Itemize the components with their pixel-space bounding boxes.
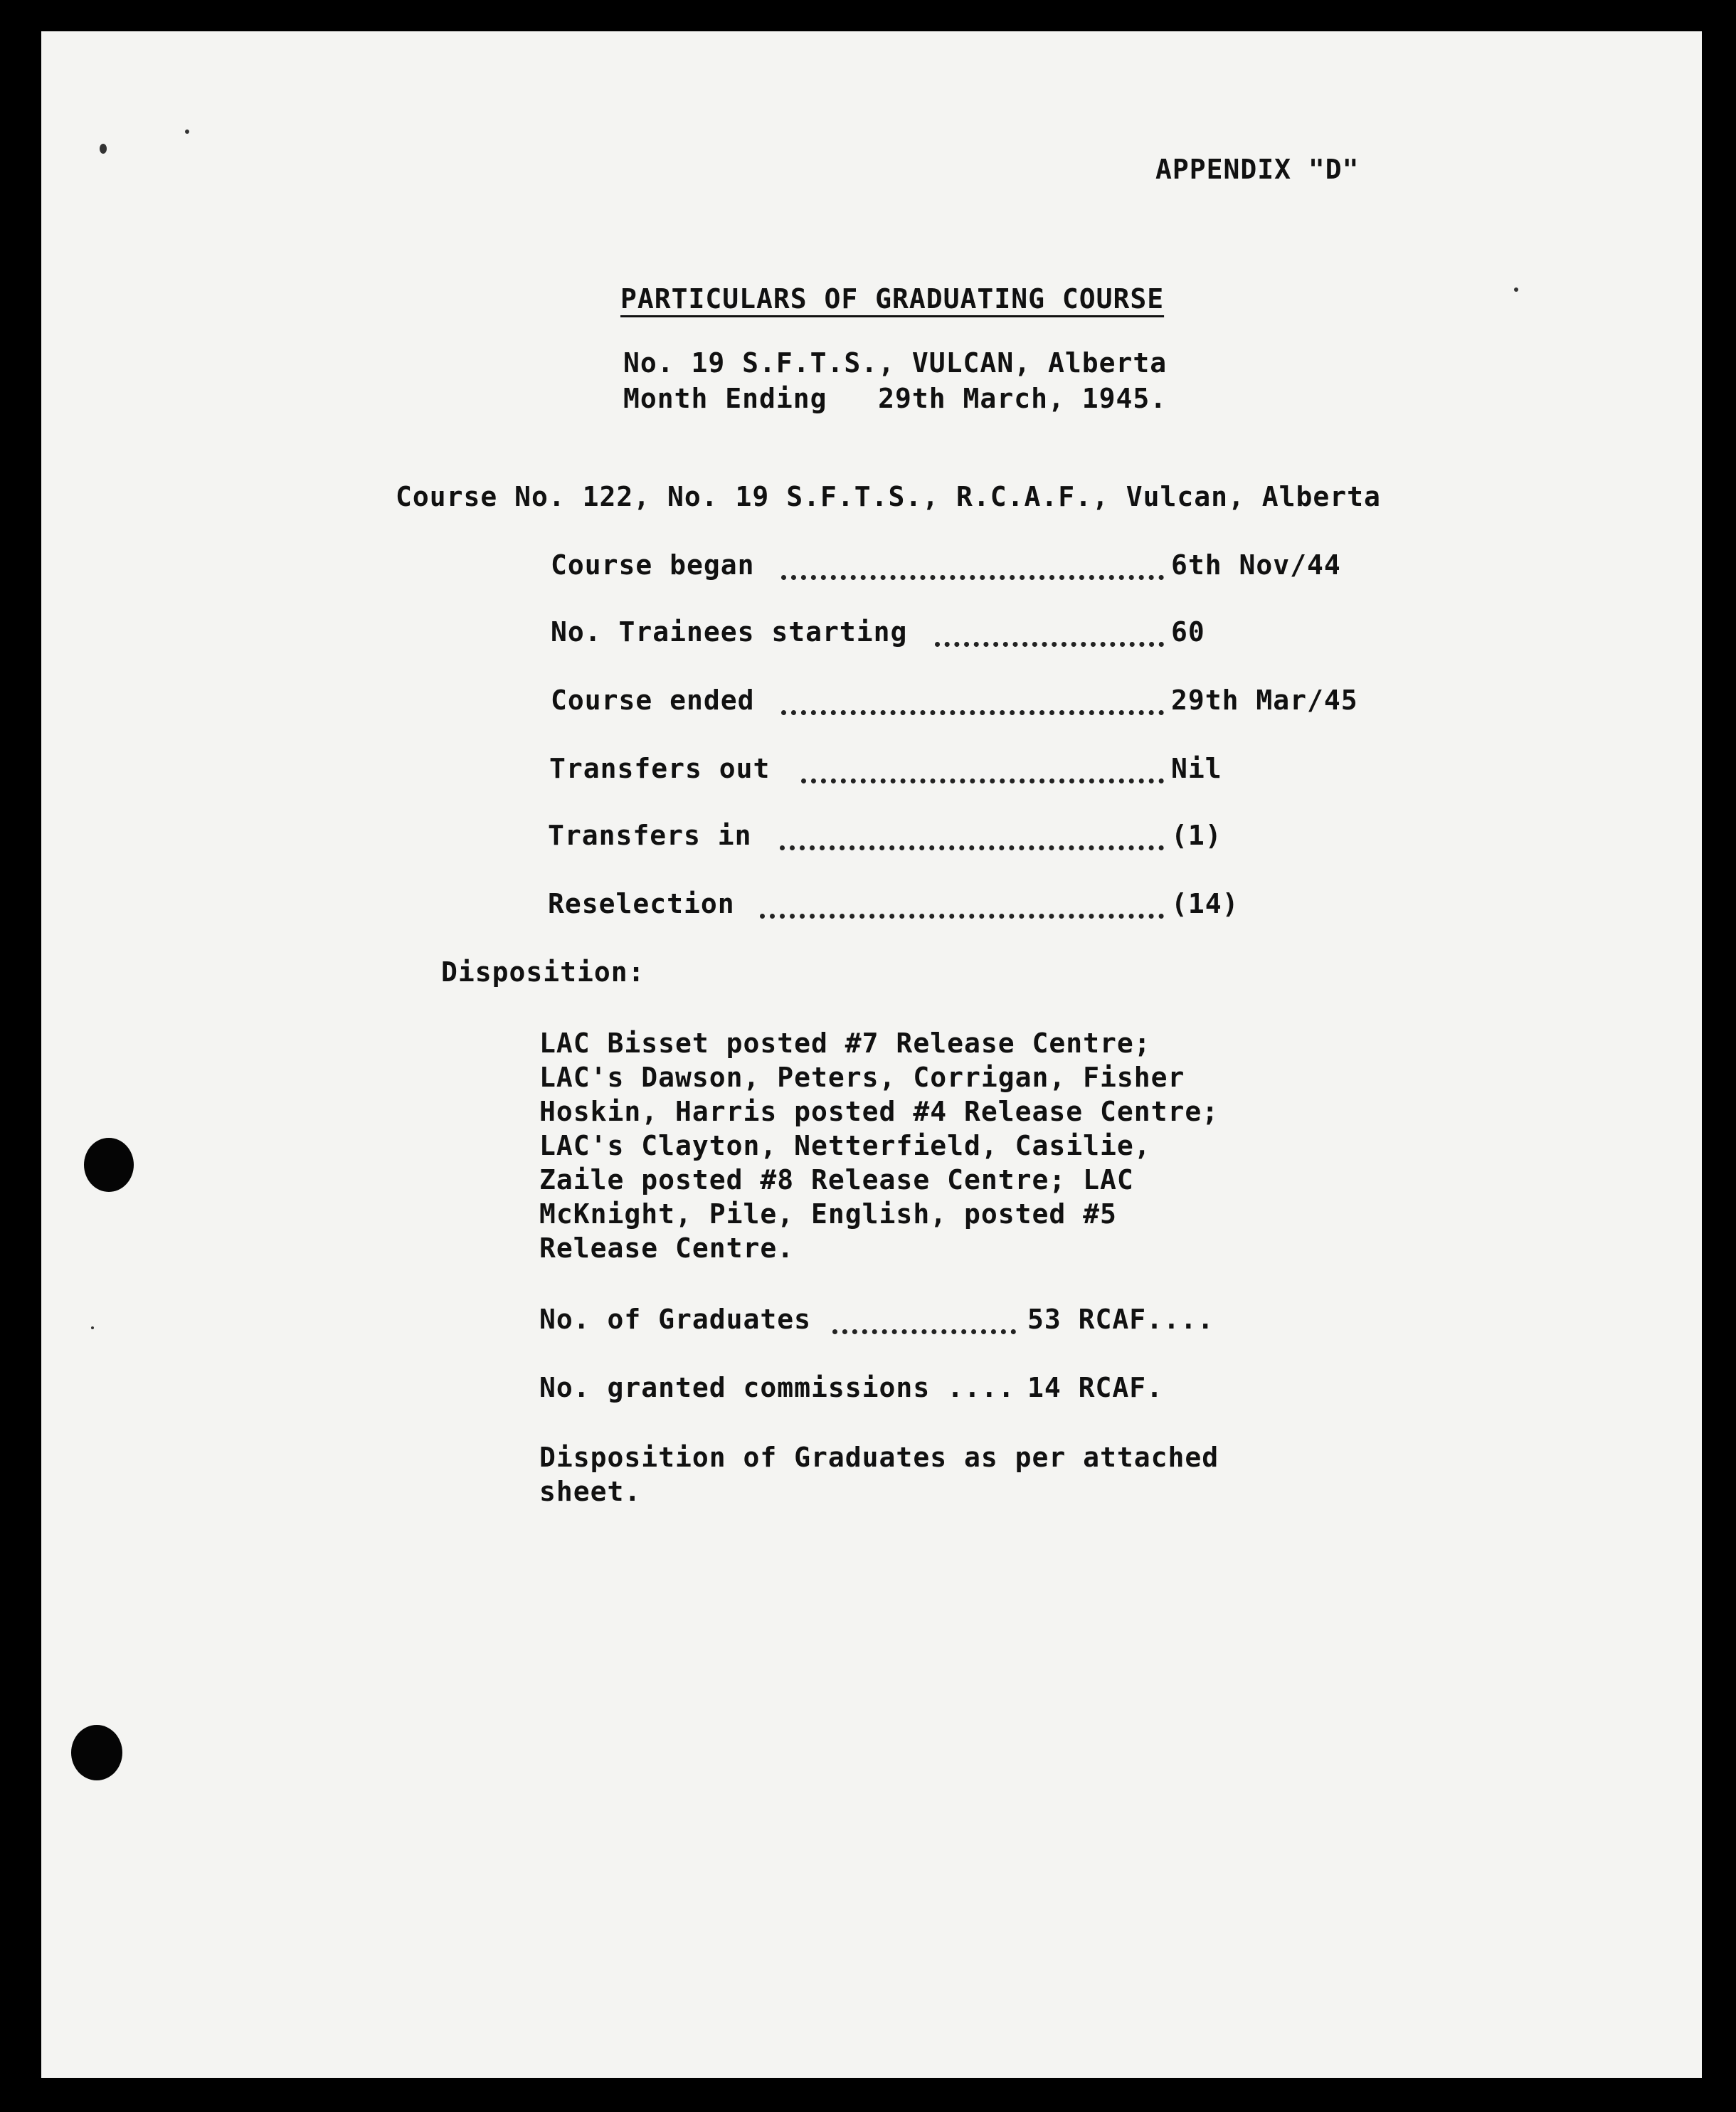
row-label-course-began: Course began — [551, 549, 755, 581]
leader-dots — [935, 642, 1164, 647]
disposition-line: Release Centre. — [539, 1232, 795, 1264]
disposition-line: Hoskin, Harris posted #4 Release Centre; — [539, 1096, 1219, 1127]
leader-dots — [760, 914, 1164, 919]
document-page — [41, 31, 1702, 2078]
ink-speck — [91, 1326, 94, 1329]
closing-line: sheet. — [539, 1476, 642, 1507]
course-line: Course No. 122, No. 19 S.F.T.S., R.C.A.F., Vulcan, Alberta — [396, 481, 1381, 512]
appendix-label: APPENDIX "D" — [1155, 154, 1360, 185]
row-label-reselection: Reselection — [548, 888, 735, 919]
row-label-transfers-in: Transfers in — [548, 820, 752, 851]
closing-line: Disposition of Graduates as per attached — [539, 1442, 1219, 1473]
commissions-value: 14 RCAF. — [1027, 1372, 1164, 1403]
row-value-transfers-out: Nil — [1171, 753, 1222, 784]
leader-dots — [781, 575, 1164, 580]
row-value-trainees-starting: 60 — [1171, 616, 1205, 648]
commissions-label: No. granted commissions .... — [539, 1372, 1015, 1403]
disposition-line: LAC's Dawson, Peters, Corrigan, Fisher — [539, 1062, 1185, 1093]
graduates-label: No. of Graduates — [539, 1304, 812, 1335]
row-value-course-began: 6th Nov/44 — [1171, 549, 1341, 581]
unit-line: No. 19 S.F.T.S., VULCAN, Alberta — [623, 347, 1168, 379]
leader-dots — [781, 710, 1164, 715]
row-value-transfers-in: (1) — [1171, 820, 1222, 851]
row-value-reselection: (14) — [1171, 888, 1239, 919]
row-label-course-ended: Course ended — [551, 685, 755, 716]
leader-dots — [801, 778, 1164, 783]
graduates-value: 53 RCAF.... — [1027, 1304, 1214, 1335]
row-value-course-ended: 29th Mar/45 — [1171, 685, 1358, 716]
disposition-heading: Disposition: — [441, 956, 645, 988]
ink-speck — [185, 130, 189, 134]
punch-hole-lower — [71, 1725, 122, 1780]
disposition-line: LAC's Clayton, Netterfield, Casilie, — [539, 1130, 1151, 1161]
ink-speck — [1514, 287, 1518, 292]
disposition-line: Zaile posted #8 Release Centre; LAC — [539, 1164, 1134, 1195]
row-label-trainees-starting: No. Trainees starting — [551, 616, 908, 648]
punch-hole-upper — [84, 1138, 134, 1192]
page-title: PARTICULARS OF GRADUATING COURSE — [620, 283, 1165, 315]
disposition-line: McKnight, Pile, English, posted #5 — [539, 1198, 1117, 1230]
leader-dots — [780, 845, 1164, 850]
row-label-transfers-out: Transfers out — [549, 753, 771, 784]
disposition-line: LAC Bisset posted #7 Release Centre; — [539, 1028, 1151, 1059]
ink-speck — [100, 144, 107, 154]
month-ending-line: Month Ending 29th March, 1945. — [623, 383, 1168, 414]
leader-dots — [832, 1329, 1016, 1334]
